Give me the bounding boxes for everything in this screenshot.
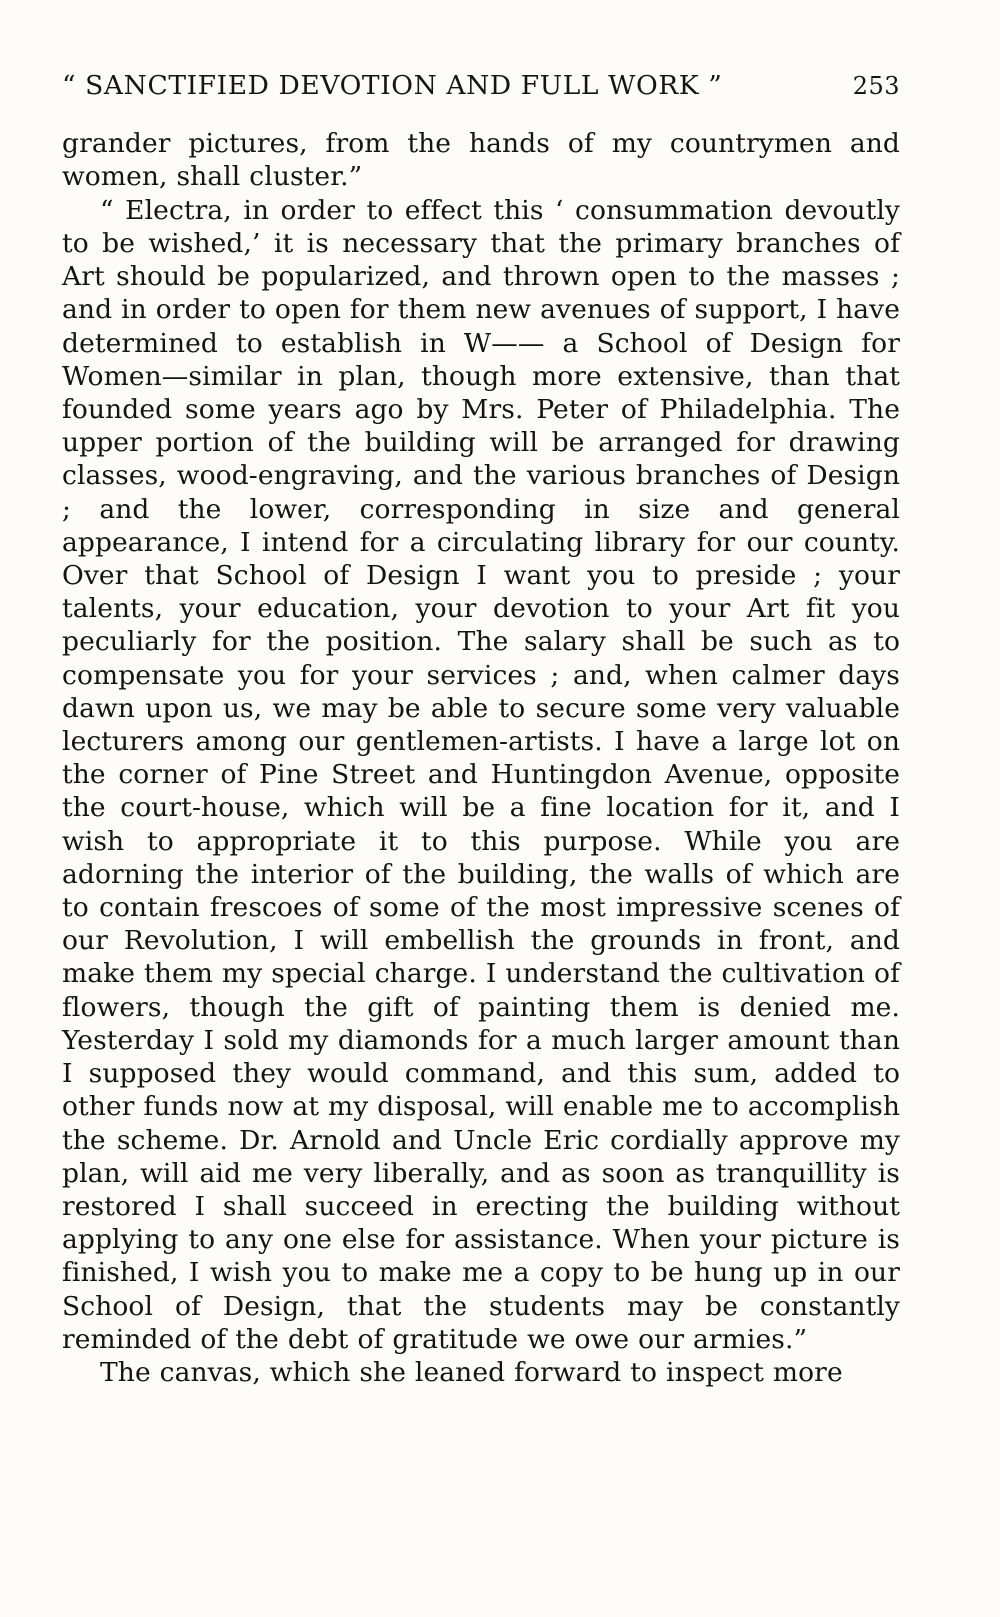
- paragraph-continued: grander pictures, from the hands of my countrymen and women, shall cluster.”: [62, 128, 900, 193]
- running-head: “ SANCTIFIED DEVOTION AND FULL WORK ”: [62, 70, 723, 101]
- page-header: [62, 70, 900, 101]
- paragraph-electra-speech: “ Electra, in order to effect this ‘ consummation devoutly to be wished,’ it is necessary that the primary branches of Art should be popularized, and thrown open to the masses ; and in order to open for them new avenues of support, I have determined to establish in W—— a School of Design for Women—similar in plan, though more extensive, than that founded some years ago by Mrs. Peter of Philadelphia. The upper portion of the building will be arranged for drawing classes, wood-engraving, and the various branches of Design ; and the lower, corresponding in size and general appearance, I intend for a circulating library for our county. Over that School of Design I want you to preside ; your talents, your education, your devotion to your Art fit you peculiarly for the position. The salary shall be such as to compensate you for your services ; and, when calmer days dawn upon us, we may be able to secure some very valuable lecturers among our gentlemen-artists. I have a large lot on the corner of Pine Street and Huntingdon Avenue, opposite the court-house, which will be a fine location for it, and I wish to appropriate it to this purpose. While you are adorning the interior of the building, the walls of which are to contain frescoes of some of the most impressive scenes of our Revolution, I will embellish the grounds in front, and make them my special charge. I understand the cultivation of flowers, though the gift of painting them is denied me. Yesterday I sold my diamonds for a much larger amount than I supposed they would command, and this sum, added to other funds now at my disposal, will enable me to accomplish the scheme. Dr. Arnold and Uncle Eric cordially approve my plan, will aid me very liberally, and as soon as tranquillity is restored I shall succeed in erecting the building without applying to any one else for assistance. When your picture is finished, I wish you to make me a copy to be hung up in our School of Design, that the students may be constantly reminded of the debt of gratitude we owe our armies.”: [62, 194, 900, 1355]
- page-content: [62, 70, 900, 1389]
- page-number: 253: [852, 72, 900, 100]
- paragraph-canvas: The canvas, which she leaned forward to inspect more: [100, 1356, 843, 1388]
- body-text: [62, 127, 900, 1389]
